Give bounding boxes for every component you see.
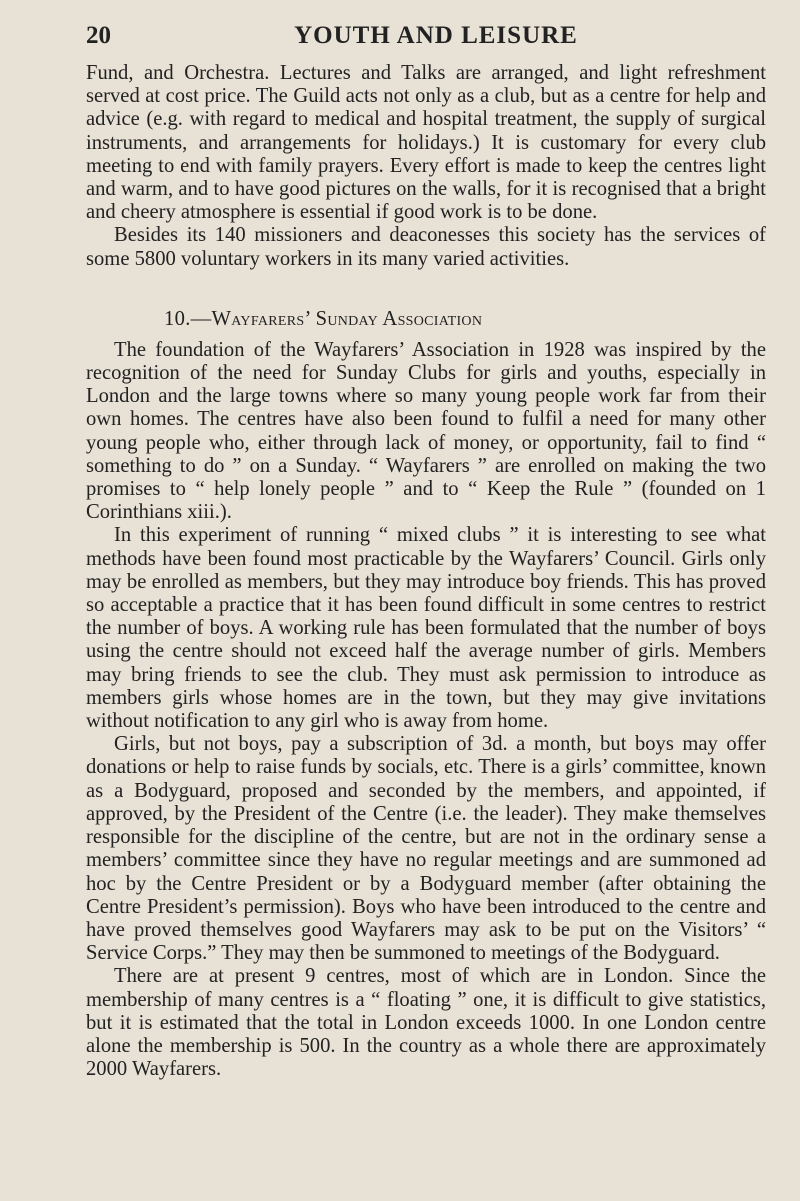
body-text — [86, 62, 766, 1081]
paragraph: Girls, but not boys, pay a subscription of 3d. a month, but boys may offer donations or help to raise funds by socials, etc. There is a girls’ committee, known as a Bodyguard, proposed and seconded by the members, and appointed, if approved, by the President of the Centre (i.e. the leader). They make themselves responsible for the discipline of the centre, but are not in the ordinary sense a members’ committee since they have no regular meetings and are summoned ad hoc by the Centre President or by a Bodyguard member (after obtaining the Centre President’s permission). Boys who have been introduced to the centre and have proved themselves good Wayfarers may ask to be put on the Visitors’ “ Service Corps.” They may then be summoned to meetings of the Bodyguard. — [86, 733, 766, 965]
running-head — [86, 22, 766, 62]
paragraph: Fund, and Orchestra. Lectures and Talks are arranged, and light refreshment served at cost price. The Guild acts not only as a club, but as a centre for help and advice (e.g. with regard to medical and hospital treatment, the supply of surgical instruments, and arrangements for holidays.) It is customary for every club meeting to end with family prayers. Every effort is made to keep the centres light and warm, and to have good pictures on the walls, for it is recognised that a bright and cheery atmosphere is essential if good work is to be done. — [86, 62, 766, 224]
section-title: Wayfarers’ Sunday Association — [211, 307, 483, 330]
paragraph: The foundation of the Wayfarers’ Association in 1928 was inspired by the recognition of the need for Sunday Clubs for girls and youths, especially in London and the large towns where so many young people work far from their own homes. The centres have also been found to fulfil a need for many other young people who, either through lack of money, or opportunity, fail to find “ something to do ” on a Sunday. “ Wayfarers ” are enrolled on making the two promises to “ help lonely people ” and to “ Keep the Rule ” (founded on 1 Corinthians xiii.). — [86, 338, 766, 524]
paragraph: Besides its 140 missioners and deaconesses this society has the services of some 5800 voluntary workers in its many varied activities. — [86, 224, 766, 270]
section-heading — [86, 307, 766, 331]
running-title: YOUTH AND LEISURE — [294, 22, 578, 49]
book-page — [0, 22, 800, 1201]
section-number: 10.— — [164, 307, 212, 330]
paragraph: In this experiment of running “ mixed clubs ” it is interesting to see what methods have been found most practicable by the Wayfarers’ Council. Girls only may be enrolled as members, but they may introduce boy friends. This has proved so acceptable a practice that it has been found difficult in some centres to restrict the number of boys. A working rule has been formulated that the number of boys using the centre should not exceed half the average number of girls. Members may bring friends to see the club. They must ask permission to introduce as members girls whose homes are in the town, but they may give invitations without notification to any girl who is away from home. — [86, 524, 766, 733]
page-number: 20 — [86, 22, 111, 49]
paragraph: There are at present 9 centres, most of which are in London. Since the membership of many centres is a “ floating ” one, it is difficult to give statistics, but it is estimated that the total in London exceeds 1000. In one London centre alone the membership is 500. In the country as a whole there are approximately 2000 Wayfarers. — [86, 965, 766, 1081]
